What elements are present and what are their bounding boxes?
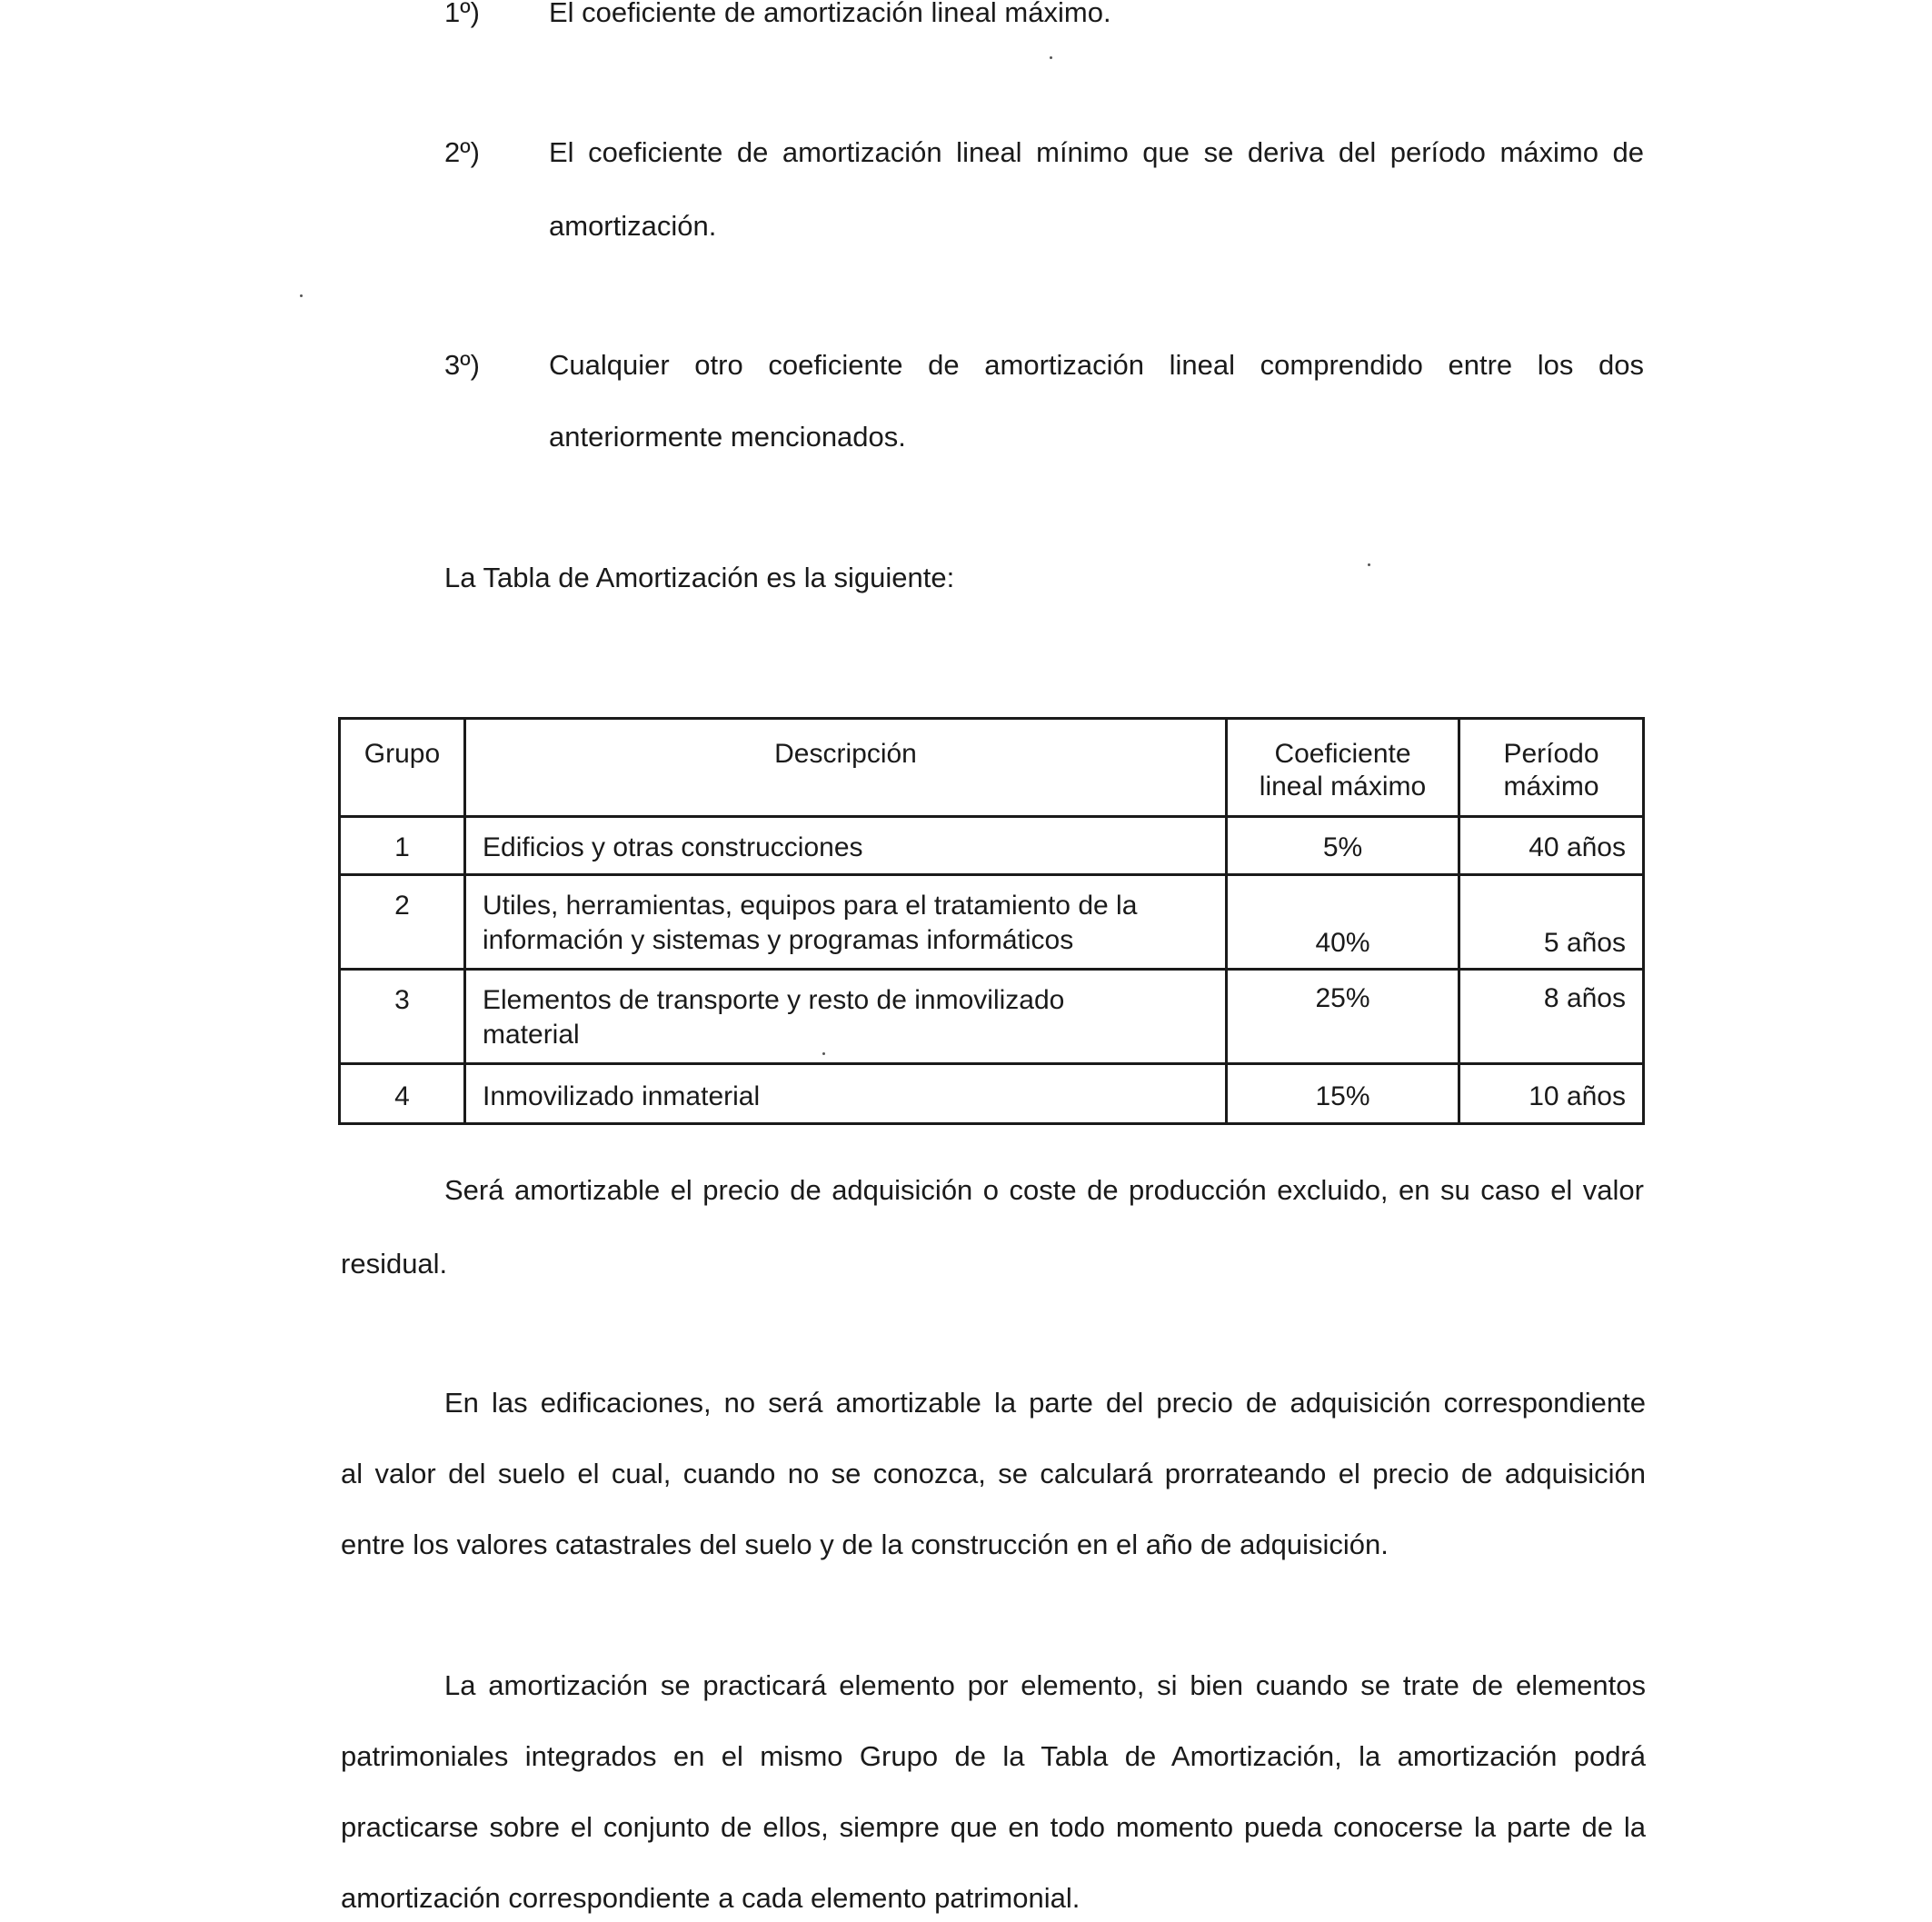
cell-descripcion-line-1: Utiles, herramientas, equipos para el tratamiento de la <box>483 891 1138 921</box>
header-periodo-line-1: Período <box>1503 739 1599 769</box>
scan-speck <box>1368 563 1370 566</box>
cell-periodo: 10 años <box>1459 1064 1644 1124</box>
paragraph-3-line-3: practicarse sobre el conjunto de ellos, siempre que en todo momento pueda conocerse la parte de la <box>341 1811 1646 1843</box>
table-row <box>340 817 1644 875</box>
table-row <box>340 1064 1644 1124</box>
cell-descripcion-line-2: material <box>483 1020 580 1050</box>
scan-speck <box>822 1052 825 1055</box>
table-intro: La Tabla de Amortización es la siguiente: <box>444 562 955 593</box>
table-header-row <box>340 719 1644 817</box>
cell-coeficiente: 15% <box>1227 1064 1459 1124</box>
cell-grupo: 2 <box>340 875 465 970</box>
cell-periodo: 8 años <box>1459 970 1644 1064</box>
table-row <box>340 970 1644 1064</box>
cell-descripcion: Inmovilizado inmaterial <box>465 1064 1227 1124</box>
list-item-1-line-1: El coeficiente de amortización lineal máximo. <box>549 0 1111 28</box>
paragraph-2-line-2: al valor del suelo el cual, cuando no se conozca, se calculará prorrateando el precio de adquisición <box>341 1458 1646 1489</box>
cell-descripcion-line-2: información y sistemas y programas informáticos <box>483 925 1074 955</box>
header-grupo: Grupo <box>340 719 465 817</box>
cell-grupo: 4 <box>340 1064 465 1124</box>
cell-descripcion: Edificios y otras construcciones <box>465 817 1227 875</box>
cell-coeficiente: 25% <box>1227 970 1459 1064</box>
paragraph-3-line-1: La amortización se practicará elemento por elemento, si bien cuando se trate de elementos <box>444 1669 1646 1701</box>
paragraph-2-line-1: En las edificaciones, no será amortizable la parte del precio de adquisición correspondiente <box>444 1387 1646 1419</box>
header-periodo <box>1459 719 1644 817</box>
list-item-3-line-2: anteriormente mencionados. <box>549 421 906 453</box>
cell-descripcion <box>465 970 1227 1064</box>
cell-descripcion <box>465 875 1227 970</box>
list-number-2: 2º) <box>444 136 480 168</box>
scan-speck <box>300 294 303 297</box>
scan-speck <box>1050 56 1052 59</box>
table-row <box>340 875 1644 970</box>
cell-coeficiente: 5% <box>1227 817 1459 875</box>
paragraph-3-line-4: amortización correspondiente a cada elemento patrimonial. <box>341 1882 1081 1914</box>
paragraph-1-line-2: residual. <box>341 1248 448 1280</box>
cell-descripcion-line-1: Elementos de transporte y resto de inmovilizado <box>483 985 1065 1015</box>
header-coeficiente-line-2: lineal máximo <box>1259 772 1427 802</box>
list-number-3: 3º) <box>444 349 480 381</box>
header-periodo-line-2: máximo <box>1503 772 1599 802</box>
cell-grupo: 3 <box>340 970 465 1064</box>
list-item-2-line-1: El coeficiente de amortización lineal mínimo que se deriva del período máximo de <box>549 136 1644 168</box>
header-coeficiente-line-1: Coeficiente <box>1274 739 1411 769</box>
list-number-1: 1º) <box>444 0 480 28</box>
amortization-table <box>338 717 1645 1125</box>
paragraph-3-line-2: patrimoniales integrados en el mismo Grupo de la Tabla de Amortización, la amortización podrá <box>341 1740 1646 1772</box>
cell-periodo: 5 años <box>1459 875 1644 970</box>
list-item-2-line-2: amortización. <box>549 210 717 242</box>
cell-periodo: 40 años <box>1459 817 1644 875</box>
cell-coeficiente: 40% <box>1227 875 1459 970</box>
paragraph-1-line-1: Será amortizable el precio de adquisición o coste de producción excluido, en su caso el valor <box>444 1174 1644 1206</box>
header-descripcion: Descripción <box>465 719 1227 817</box>
paragraph-2-line-3: entre los valores catastrales del suelo y de la construcción en el año de adquisición. <box>341 1529 1389 1560</box>
header-coeficiente <box>1227 719 1459 817</box>
cell-grupo: 1 <box>340 817 465 875</box>
list-item-3-line-1: Cualquier otro coeficiente de amortización lineal comprendido entre los dos <box>549 349 1644 381</box>
